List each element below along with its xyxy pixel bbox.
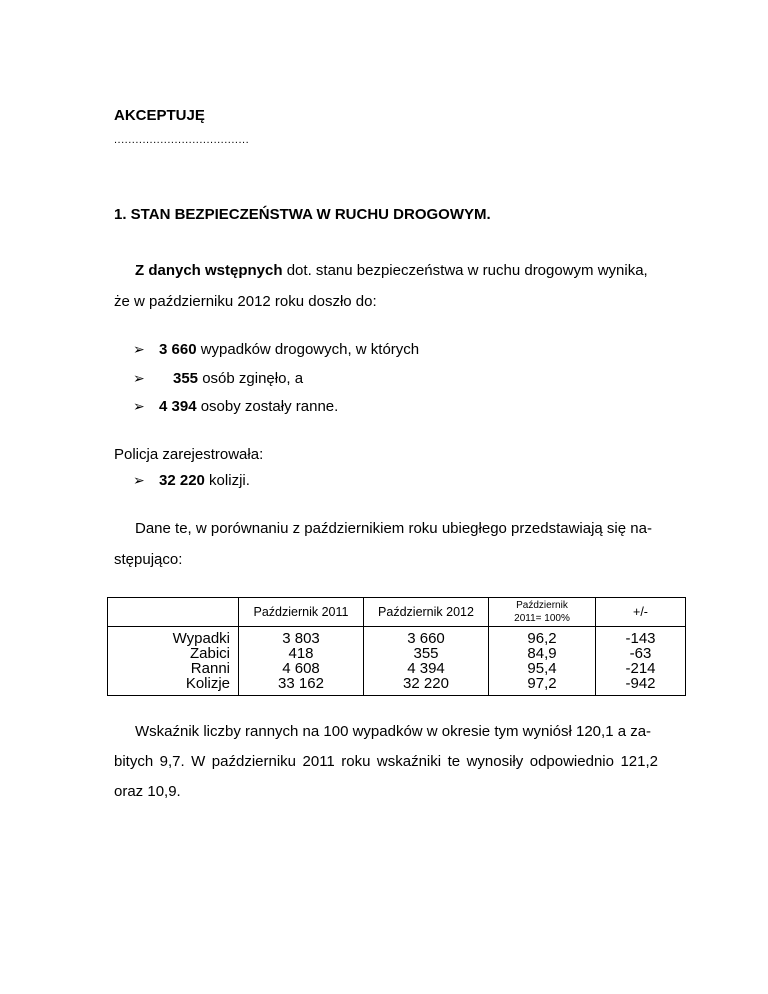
bullet-value: 32 220	[159, 472, 205, 489]
police-label: Policja zarejestrowała:	[114, 446, 264, 463]
row-label: Wypadki	[172, 630, 230, 647]
header-small-line1: Październik	[516, 600, 568, 611]
diff-cell	[596, 627, 686, 696]
row-label: Zabici	[189, 645, 230, 662]
arrow-bullet-icon: ➢	[133, 472, 145, 488]
comparison-line1: Dane te, w porównaniu z październikiem roku ubiegłego przedstawiają się na-	[135, 520, 652, 537]
summary-line1: Wskaźnik liczby rannych na 100 wypadków w okresie tym wyniósł 120,1 a za-	[135, 723, 652, 740]
arrow-bullet-icon: ➢	[133, 398, 145, 414]
table-value: 95,4	[527, 660, 557, 677]
oct2012-cell	[364, 627, 489, 696]
row-label: Ranni	[190, 660, 230, 677]
table-value: 418	[288, 645, 314, 662]
arrow-bullet-icon: ➢	[133, 370, 145, 386]
table-header-cell: Październik 2012	[364, 598, 489, 627]
table-value: 84,9	[527, 645, 557, 662]
table-header-row	[108, 598, 686, 627]
intro-paragraph	[114, 261, 654, 312]
table-value: -143	[625, 630, 656, 647]
intro-text: dot. stanu bezpieczeństwa w ruchu drogowym wynika,	[282, 262, 648, 279]
table-value: 3 660	[407, 630, 445, 647]
list-item	[133, 339, 419, 360]
table-value: -942	[625, 675, 656, 692]
arrow-bullet-icon: ➢	[133, 341, 145, 357]
list-item	[133, 368, 303, 389]
table-header-cell	[489, 598, 596, 627]
intro-bold-lead: Z danych wstępnych	[135, 262, 283, 279]
signature-line: ......................................	[114, 134, 250, 146]
table-value: 33 162	[278, 675, 324, 692]
approval-heading: AKCEPTUJĘ	[114, 107, 205, 124]
comparison-paragraph	[114, 519, 659, 570]
statistics-table	[107, 597, 686, 696]
bullet-value: 3 660	[159, 341, 197, 358]
bullet-text: osób zginęło, a	[198, 370, 304, 387]
index-cell	[489, 627, 596, 696]
row-labels-cell	[108, 627, 239, 696]
table-header-cell: Październik 2011	[239, 598, 364, 627]
table-value: 355	[413, 645, 439, 662]
bullet-text: osoby zostały ranne.	[196, 398, 339, 415]
summary-line2: bitych 9,7. W październiku 2011 roku wskaźniki te wynosiły odpowiednio 121,2	[114, 753, 658, 770]
table-value: 96,2	[527, 630, 557, 647]
comparison-line2: stępująco:	[114, 551, 183, 568]
row-label: Kolizje	[185, 675, 230, 692]
bullet-text: kolizji.	[204, 472, 250, 489]
table-value: -63	[629, 645, 652, 662]
bullet-value: 4 394	[159, 398, 197, 415]
list-item	[133, 396, 338, 417]
list-item	[133, 470, 250, 491]
table-row	[108, 627, 686, 696]
table-value: 4 394	[407, 660, 445, 677]
oct2011-cell	[239, 627, 364, 696]
summary-line3: oraz 10,9.	[114, 783, 181, 800]
table-value: 4 608	[282, 660, 320, 677]
header-small-line2: 2011= 100%	[514, 613, 570, 624]
table-value: -214	[625, 660, 656, 677]
table-value: 3 803	[282, 630, 320, 647]
bullet-text: wypadków drogowych, w których	[196, 341, 420, 358]
table-header-cell	[108, 598, 239, 627]
table-header-cell: +/-	[596, 598, 686, 627]
bullet-value: 355	[173, 370, 199, 387]
summary-paragraph	[114, 722, 658, 802]
intro-text-line2: że w październiku 2012 roku doszło do:	[114, 293, 377, 310]
table-value: 97,2	[527, 675, 557, 692]
table-value: 32 220	[403, 675, 449, 692]
section-title: 1. STAN BEZPIECZEŃSTWA W RUCHU DROGOWYM.	[114, 206, 491, 223]
